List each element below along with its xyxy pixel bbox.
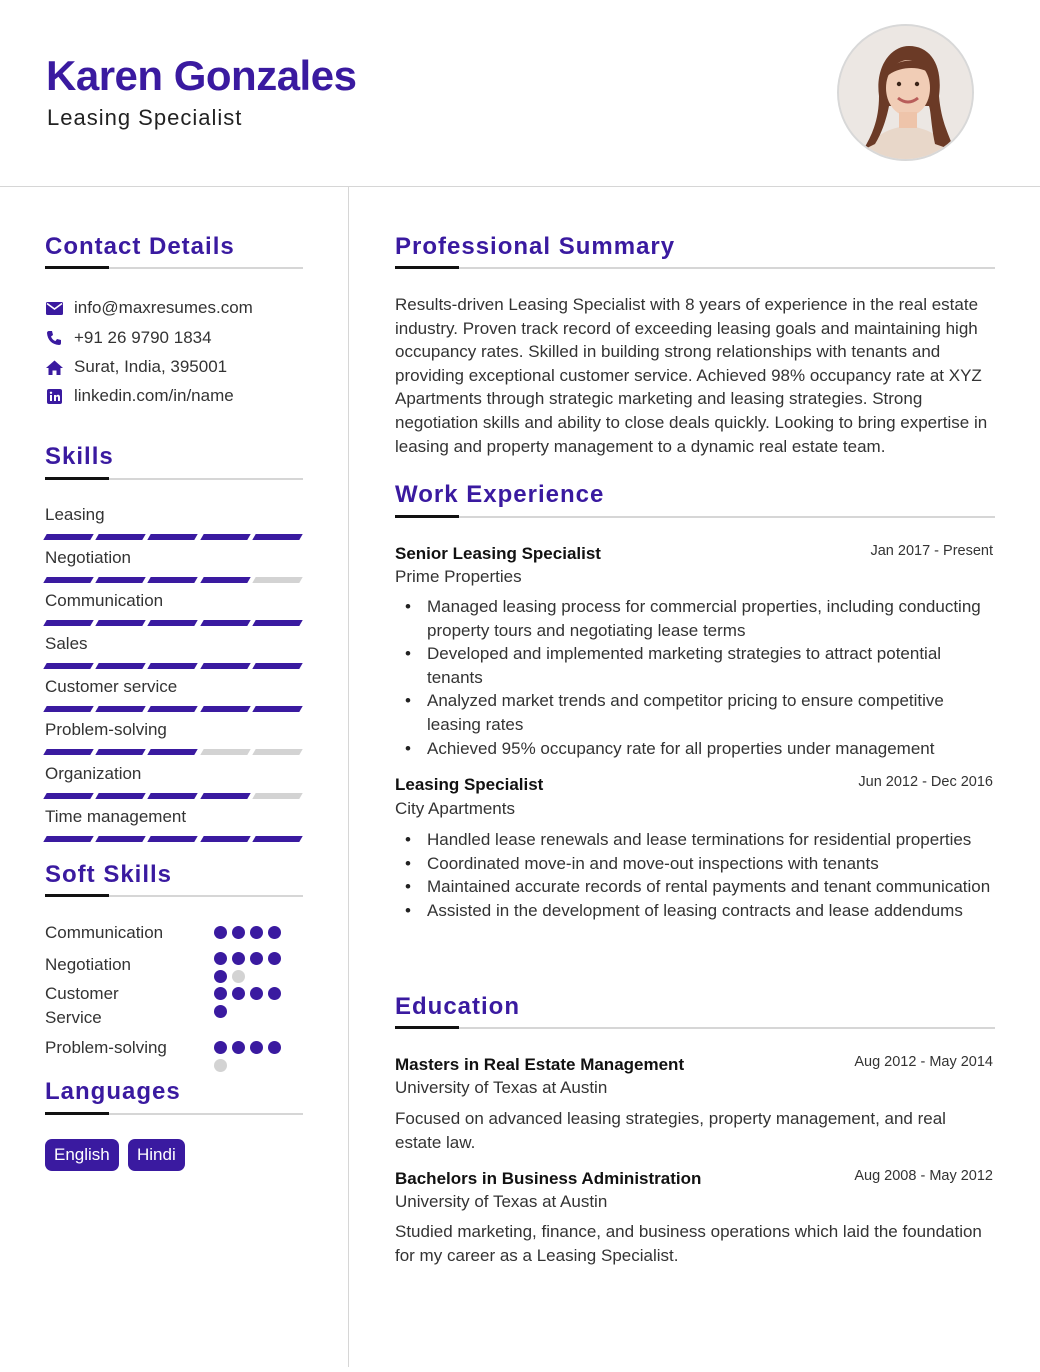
experience-heading: Work Experience — [395, 481, 605, 508]
skill-level-segment — [148, 620, 199, 626]
section-divider — [395, 267, 995, 269]
rating-dot — [250, 952, 263, 965]
skill-level-segment — [43, 663, 94, 669]
rating-dot — [232, 970, 245, 983]
skill-level-segment — [200, 620, 251, 626]
skill-level-segment — [252, 706, 303, 712]
education-heading: Education — [395, 993, 521, 1020]
skill-level-bar — [45, 836, 301, 842]
language-tag-hindi: Hindi — [128, 1139, 185, 1171]
rating-dot — [232, 987, 245, 1000]
candidate-title: Leasing Specialist — [47, 105, 243, 130]
skill-label: Leasing — [45, 505, 105, 524]
contact-phone[interactable] — [45, 328, 212, 348]
education-description: Studied marketing, finance, and business operations which laid the foundation for my career as a Leasing Specialist. — [395, 1222, 982, 1265]
summary-heading: Professional Summary — [395, 233, 676, 260]
job-bullets — [405, 828, 995, 922]
degree-title: Bachelors in Business Administration — [395, 1169, 702, 1188]
column-divider — [348, 187, 349, 1367]
section-divider — [45, 1113, 303, 1115]
skill-label: Communication — [45, 591, 164, 610]
skill-level-segment — [200, 706, 251, 712]
contact-email[interactable] — [45, 298, 253, 318]
language-tag-english: English — [45, 1139, 119, 1171]
contact-location-text: Surat, India, 395001 — [74, 357, 228, 376]
skill-level-segment — [252, 663, 303, 669]
skill-level-segment — [252, 836, 303, 842]
skill-level-bar — [45, 663, 301, 669]
skill-level-segment — [252, 793, 303, 799]
contact-location — [45, 357, 227, 377]
skill-level-bar — [45, 577, 301, 583]
soft-skill-rating — [214, 952, 286, 983]
skill-level-segment — [95, 749, 146, 755]
job-date: Jan 2017 - Present — [870, 543, 993, 559]
education-date: Aug 2008 - May 2012 — [854, 1168, 993, 1184]
section-divider — [395, 1027, 995, 1029]
rating-dot — [250, 926, 263, 939]
skill-level-segment — [95, 620, 146, 626]
rating-dot — [268, 952, 281, 965]
soft-skill-rating — [214, 987, 286, 1018]
list-item: • Analyzed market trends and competitor pricing to ensure competitive leasing rates — [405, 689, 995, 736]
school-name: University of Texas at Austin — [395, 1192, 608, 1211]
rating-dot — [232, 926, 245, 939]
job-title: Leasing Specialist — [395, 775, 544, 794]
candidate-name: Karen Gonzales — [46, 52, 357, 99]
skills-heading: Skills — [45, 443, 114, 470]
list-item: • Achieved 95% occupancy rate for all properties under management — [405, 737, 995, 761]
skill-level-segment — [148, 663, 199, 669]
skill-level-segment — [43, 534, 94, 540]
skill-level-segment — [43, 793, 94, 799]
skill-level-bar — [45, 620, 301, 626]
rating-dot — [214, 1041, 227, 1054]
skill-level-segment — [252, 577, 303, 583]
list-item: • Assisted in the development of leasing contracts and lease addendums — [405, 899, 995, 923]
skill-level-segment — [200, 749, 251, 755]
skill-level-segment — [43, 749, 94, 755]
phone-icon — [45, 329, 63, 347]
skill-level-segment — [252, 534, 303, 540]
skill-label: Customer service — [45, 677, 178, 696]
rating-dot — [268, 987, 281, 1000]
soft-skill-rating — [214, 926, 286, 939]
skill-level-segment — [95, 793, 146, 799]
education-description: Focused on advanced leasing strategies, property management, and real estate law. — [395, 1109, 946, 1152]
soft-skill-label: Negotiation — [45, 955, 132, 974]
languages-heading: Languages — [45, 1078, 181, 1105]
skill-level-segment — [148, 706, 199, 712]
resume-header — [0, 0, 1040, 187]
skill-level-segment — [148, 749, 199, 755]
degree-title: Masters in Real Estate Management — [395, 1055, 685, 1074]
rating-dot — [214, 952, 227, 965]
job-bullets — [405, 595, 995, 760]
section-divider — [45, 478, 303, 480]
skill-level-bar — [45, 793, 301, 799]
skill-level-bar — [45, 749, 301, 755]
skill-level-segment — [200, 534, 251, 540]
skill-level-bar — [45, 706, 301, 712]
section-divider — [395, 516, 995, 518]
rating-dot — [214, 926, 227, 939]
skill-level-segment — [252, 620, 303, 626]
skill-level-segment — [200, 577, 251, 583]
section-divider — [45, 895, 303, 897]
job-company: City Apartments — [395, 799, 515, 818]
skill-level-segment — [148, 534, 199, 540]
skill-level-segment — [95, 534, 146, 540]
skill-level-segment — [200, 663, 251, 669]
skill-level-segment — [148, 577, 199, 583]
skill-label: Sales — [45, 634, 88, 653]
skill-level-segment — [95, 663, 146, 669]
skill-label: Time management — [45, 807, 187, 826]
education-date: Aug 2012 - May 2014 — [854, 1054, 993, 1070]
job-date: Jun 2012 - Dec 2016 — [858, 774, 993, 790]
rating-dot — [214, 1005, 227, 1018]
contact-linkedin-text: linkedin.com/in/name — [74, 386, 234, 405]
contact-phone-text: +91 26 9790 1834 — [74, 328, 212, 347]
list-item: • Developed and implemented marketing strategies to attract potential tenants — [405, 642, 995, 689]
job-title: Senior Leasing Specialist — [395, 544, 601, 563]
skill-label: Organization — [45, 764, 142, 783]
section-divider — [45, 267, 303, 269]
soft-skill-rating — [214, 1041, 286, 1072]
skill-level-segment — [95, 706, 146, 712]
list-item: • Managed leasing process for commercial properties, including conducting property tours and negotiating lease terms — [405, 595, 995, 642]
rating-dot — [214, 970, 227, 983]
linkedin-icon — [45, 387, 63, 405]
school-name: University of Texas at Austin — [395, 1078, 608, 1097]
skill-level-segment — [43, 620, 94, 626]
job-company: Prime Properties — [395, 567, 522, 586]
skill-level-segment — [148, 793, 199, 799]
skill-level-segment — [148, 836, 199, 842]
skill-level-segment — [200, 836, 251, 842]
contact-email-text: info@maxresumes.com — [74, 298, 253, 317]
skill-level-segment — [43, 706, 94, 712]
envelope-icon — [45, 299, 63, 317]
rating-dot — [232, 952, 245, 965]
rating-dot — [268, 1041, 281, 1054]
skill-label: Negotiation — [45, 548, 132, 567]
skill-level-segment — [200, 793, 251, 799]
skill-level-segment — [252, 749, 303, 755]
skill-level-segment — [43, 577, 94, 583]
skill-level-segment — [95, 836, 146, 842]
rating-dot — [214, 987, 227, 1000]
contact-linkedin[interactable] — [45, 386, 234, 406]
skill-level-bar — [45, 534, 301, 540]
rating-dot — [250, 987, 263, 1000]
soft-skill-label: Communication — [45, 923, 164, 942]
list-item: • Maintained accurate records of rental payments and tenant communication — [405, 875, 995, 899]
list-item: • Handled lease renewals and lease terminations for residential properties — [405, 828, 995, 852]
rating-dot — [232, 1041, 245, 1054]
rating-dot — [214, 1059, 227, 1072]
skill-level-segment — [95, 577, 146, 583]
rating-dot — [268, 926, 281, 939]
soft-skills-heading: Soft Skills — [45, 861, 173, 888]
home-icon — [45, 358, 63, 376]
list-item: • Coordinated move-in and move-out inspections with tenants — [405, 852, 995, 876]
soft-skill-label: Problem-solving — [45, 1038, 167, 1057]
summary-text: Results-driven Leasing Specialist with 8 years of experience in the real estate industry. Proven track record of exceeding leasing goals and maintaining high occupancy rates. Skilled in building strong relationships with tenants and providing exceptional customer service. Achieved 98% occupancy rate at XYZ Apartments through strategic marketing and leasing strategies. Strong negotiation skills and ability to close deals quickly. Looking to bring expertise in leasing and property management to a dynamic real estate team. — [395, 295, 988, 456]
contact-heading: Contact Details — [45, 233, 235, 260]
skill-label: Problem-solving — [45, 720, 167, 739]
profile-photo — [837, 24, 974, 161]
skill-level-segment — [43, 836, 94, 842]
soft-skill-label: Customer Service — [45, 984, 119, 1027]
rating-dot — [250, 1041, 263, 1054]
